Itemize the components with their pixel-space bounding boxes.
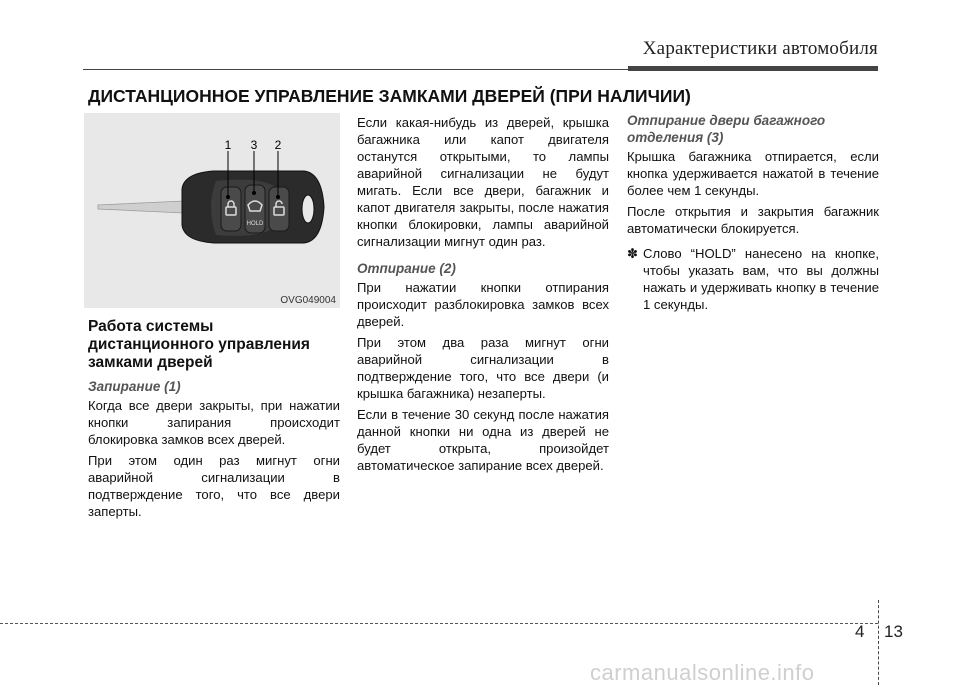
paragraph: После открытия и закрытия багажник автоматически блокируется.	[627, 204, 879, 236]
lock-button	[221, 187, 241, 231]
paragraph: Когда все двери закрыты, при нажатии кнопки запирания происходит блокировка замков всех дверей.	[88, 398, 340, 447]
footer-rule	[0, 623, 878, 624]
note-text: Слово “HOLD” нанесено на кнопке, чтобы указать вам, что вы должны нажать и удерживать кнопку в течение 1 секунды.	[643, 246, 879, 312]
paragraph: При этом один раз мигнут огни аварийной сигнализации в подтверждение того, что все двери заперты.	[88, 453, 340, 519]
callout-1: 1	[224, 138, 232, 152]
column-2	[357, 114, 609, 478]
watermark: carmanualsonline.info	[590, 660, 815, 685]
key-blade	[98, 201, 184, 213]
trunk-subheading: Отпирание двери багажного отделения (3)	[627, 113, 826, 145]
paragraph: Если в течение 30 секунд после нажатия данной кнопки ни одна из дверей не будет открыта, произойдет автоматическое запирание всех дверей.	[357, 407, 609, 473]
fold-button	[302, 195, 314, 223]
subsection-heading: Работа системы дистанционного управления замками дверей	[88, 318, 310, 371]
column-3	[627, 112, 879, 313]
page-number-separator	[878, 600, 879, 685]
paragraph: При этом два раза мигнут огни аварийной сигнализации в подтверждение того, что все двери (и крышка багажника) незаперты.	[357, 335, 609, 401]
paragraph: При нажатии кнопки отпирания происходит разблокировка замков всех дверей.	[357, 280, 609, 329]
hold-label: HOLD	[246, 221, 264, 227]
section-title: ДИСТАНЦИОННОЕ УПРАВЛЕНИЕ ЗАМКАМИ ДВЕРЕЙ (ПРИ НАЛИЧИИ)	[88, 86, 691, 106]
key-fob-figure	[84, 113, 340, 308]
hold-note	[627, 245, 879, 313]
unlock-button	[269, 187, 289, 231]
note-icon: ✽	[627, 246, 638, 261]
callout-3: 3	[250, 138, 258, 152]
callout-2: 2	[274, 138, 282, 152]
unlocking-subheading: Отпирание (2)	[357, 261, 456, 276]
page-number: 13	[884, 622, 903, 641]
figure-code: OVG049004	[280, 295, 336, 306]
paragraph: Если какая-нибудь из дверей, крышка багажника или капот двигателя останутся открытыми, то лампы аварийной сигнализации не будут мигать. Если все двери, багажник и капот двигателя закрыты, после нажатия кнопки блокировки, лампы аварийной сигнализации мигнут один раз.	[357, 115, 609, 249]
chapter-title: Характеристики автомобиля	[642, 38, 878, 59]
chapter-number: 4	[855, 622, 865, 641]
locking-subheading: Запирание (1)	[88, 379, 181, 394]
paragraph: Крышка багажника отпирается, если кнопка удерживается нажатой в течение более чем 1 секунды.	[627, 149, 879, 198]
column-1	[88, 318, 340, 524]
key-fob-illustration	[84, 113, 340, 308]
header-rule-accent	[628, 66, 878, 71]
